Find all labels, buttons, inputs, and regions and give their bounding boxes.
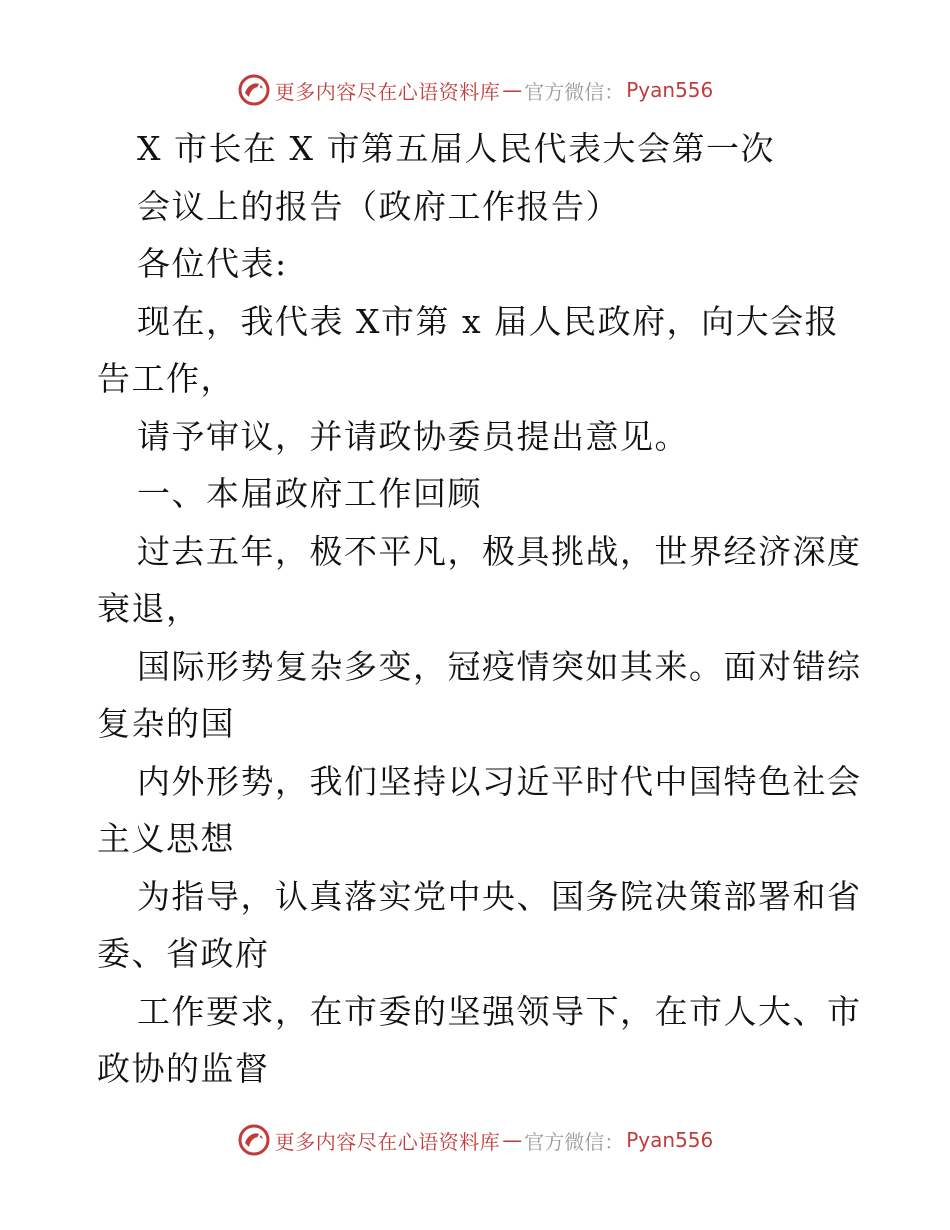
paragraph-line: 告工作， xyxy=(97,359,235,398)
paragraph-line: 主义思想 xyxy=(97,819,235,858)
paragraph-line: 复杂的国 xyxy=(97,704,235,743)
footer-watermark xyxy=(0,1120,950,1160)
paragraph-line: 国际形势复杂多变，冠疫情突如其来。面对错综 xyxy=(137,646,862,686)
title-line-1: X 市长在 X 市第五届人民代表大会第一次 xyxy=(137,129,775,168)
watermark-site-text: 更多内容尽在心语资料库 xyxy=(274,79,501,104)
paragraph-line: 过去五年，极不平凡，极具挑战，世界经济深度 xyxy=(137,531,862,571)
paragraph-line: 衰退， xyxy=(97,589,201,628)
red-swirl-logo-icon xyxy=(237,73,271,107)
paragraph-line: 请予审议，并请政协委员提出意见。 xyxy=(137,416,689,456)
red-swirl-logo-icon xyxy=(237,1123,271,1157)
section-heading: 一、本届政府工作回顾 xyxy=(137,474,482,513)
salutation: 各位代表: xyxy=(137,244,288,283)
watermark-dash: — xyxy=(502,1128,523,1152)
paragraph-line: 委、省政府 xyxy=(97,934,270,973)
watermark-dash: — xyxy=(502,78,523,102)
paragraph-line: 内外形势，我们坚持以习近平时代中国特色社会 xyxy=(137,761,862,801)
paragraph-line: 为指导，认真落实党中央、国务院决策部署和省 xyxy=(137,876,862,916)
paragraph-line: 政协的监督 xyxy=(97,1049,270,1088)
watermark-wechat-label: 官方微信： xyxy=(524,79,625,104)
paragraph-line: 现在，我代表 X市第 x 届人民政府，向大会报 xyxy=(137,301,840,341)
watermark-site-text: 更多内容尽在心语资料库 xyxy=(274,1129,501,1154)
document-body xyxy=(97,120,862,1098)
paragraph-line: 工作要求，在市委的坚强领导下，在市人大、市 xyxy=(137,991,862,1031)
title-line-2: 会议上的报告（政府工作报告） xyxy=(137,186,620,226)
header-watermark xyxy=(0,70,950,110)
watermark-wechat-label: 官方微信： xyxy=(524,1129,625,1154)
watermark-wechat-id: Pyan556 xyxy=(626,1128,714,1152)
watermark-wechat-id: Pyan556 xyxy=(626,78,714,102)
